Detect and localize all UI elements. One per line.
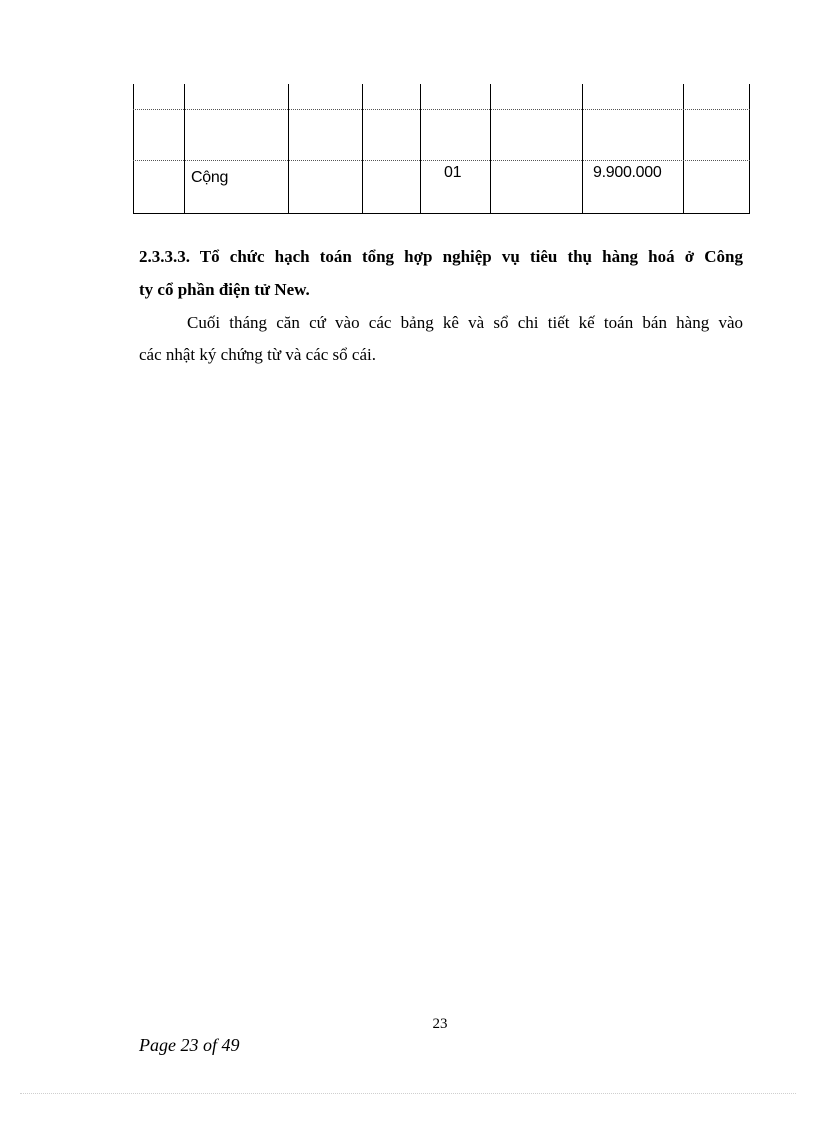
- ledger-table-fragment: [133, 84, 750, 214]
- table-column-divider: [184, 84, 185, 214]
- paragraph-line-1-text: Cuối tháng căn cứ vào các bảng kê và sổ chi tiết kế toán bán hàng vào: [187, 313, 743, 332]
- section-heading-line-1: 2.3.3.3. Tổ chức hạch toán tổng hợp nghiệp vụ tiêu thụ hàng hoá ở Công: [139, 247, 743, 266]
- table-row-separator: [133, 109, 750, 110]
- table-column-divider: [420, 84, 421, 214]
- page-number: 23: [432, 1016, 448, 1032]
- table-column-divider: [582, 84, 583, 214]
- table-row-separator: [133, 160, 750, 161]
- footer-page-info: Page 23 of 49: [139, 1035, 240, 1055]
- total-row-amount: 9.900.000: [593, 164, 662, 181]
- paragraph-line-1: [139, 308, 743, 338]
- table-column-divider: [490, 84, 491, 214]
- total-row-quantity: 01: [444, 164, 462, 181]
- table-border-bottom: [133, 213, 750, 214]
- table-border-right: [749, 84, 750, 214]
- table-column-divider: [683, 84, 684, 214]
- table-column-divider: [362, 84, 363, 214]
- total-row-label: Cộng: [191, 169, 229, 186]
- table-border-left: [133, 84, 134, 214]
- paragraph-line-2: các nhật ký chứng từ và các sổ cái.: [139, 345, 376, 364]
- page-bottom-divider: [20, 1093, 796, 1094]
- section-heading-line-2: ty cổ phần điện tử New.: [139, 280, 310, 299]
- table-column-divider: [288, 84, 289, 214]
